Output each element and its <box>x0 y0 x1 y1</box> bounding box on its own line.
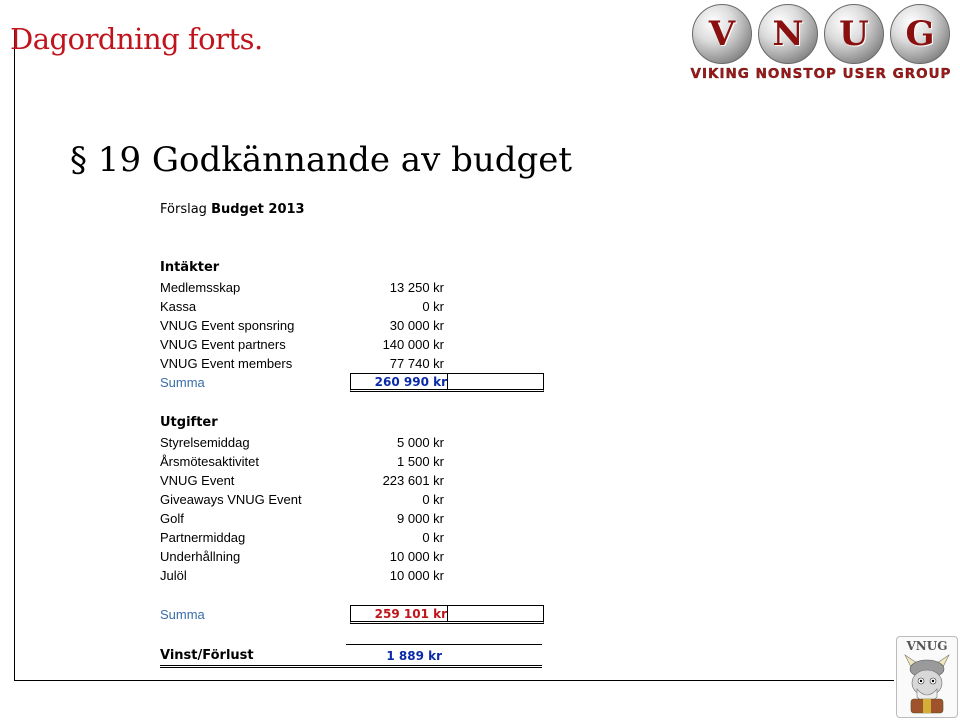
result-label: Vinst/Förlust <box>160 648 254 663</box>
result-row <box>160 644 544 668</box>
income-row <box>160 297 544 316</box>
expense-row <box>160 490 544 509</box>
income-row-value: 140 000 kr <box>382 337 444 352</box>
logo-letter-u: U <box>824 4 884 64</box>
expenses-sum-box <box>350 605 544 624</box>
expense-rows <box>160 433 544 585</box>
income-row-label: Medlemsskap <box>160 280 241 295</box>
income-sum-label: Summa <box>160 375 205 390</box>
expense-row-value: 9 000 kr <box>397 511 444 526</box>
expense-row-label: Golf <box>160 511 184 526</box>
income-row-label: VNUG Event partners <box>160 337 286 352</box>
income-row <box>160 354 544 373</box>
expense-row-value: 10 000 kr <box>389 568 444 583</box>
logo-letter-v: V <box>692 4 752 64</box>
income-row-label: VNUG Event members <box>160 356 293 371</box>
income-row-label: VNUG Event sponsring <box>160 318 295 333</box>
expense-row <box>160 471 544 490</box>
expense-row <box>160 547 544 566</box>
result-value: 1 889 kr <box>386 649 442 663</box>
mascot-label: VNUG <box>906 639 948 653</box>
logo-tagline: VIKING NONSTOP USER GROUP <box>690 66 952 82</box>
income-row <box>160 278 544 297</box>
expense-row-value: 223 601 kr <box>382 473 444 488</box>
expense-row-label: Julöl <box>160 568 187 583</box>
expense-row-label: Underhållning <box>160 549 241 564</box>
vnug-logo <box>688 4 954 84</box>
income-row-value: 77 740 kr <box>389 356 444 371</box>
result-top-rule <box>346 644 542 645</box>
income-heading: Intäkter <box>160 260 220 275</box>
viking-mascot-image <box>896 636 958 718</box>
budget-subtitle <box>160 202 305 217</box>
income-sum-value: 260 990 kr <box>351 374 448 389</box>
expense-row-value: 0 kr <box>422 492 444 507</box>
slide-frame-bottom-rule <box>14 680 894 681</box>
expenses-sum-row <box>160 605 544 625</box>
expense-row <box>160 433 544 452</box>
expenses-table <box>160 413 544 625</box>
result-double-rule <box>160 665 542 668</box>
expense-row-label: VNUG Event <box>160 473 235 488</box>
expense-row <box>160 528 544 547</box>
expense-row <box>160 566 544 585</box>
subtitle-bold: Budget 2013 <box>211 202 305 217</box>
expense-row-value: 1 500 kr <box>397 454 444 469</box>
expense-row-label: Giveaways VNUG Event <box>160 492 302 507</box>
expenses-sum-value: 259 101 kr <box>351 606 448 621</box>
expense-row-label: Styrelsemiddag <box>160 435 250 450</box>
income-row-label: Kassa <box>160 299 197 314</box>
income-row <box>160 335 544 354</box>
section-title: § 19 Godkännande av budget <box>70 140 573 180</box>
subtitle-prefix: Förslag <box>160 202 207 217</box>
expense-row-label: Årsmötesaktivitet <box>160 454 259 469</box>
expense-row-label: Partnermiddag <box>160 530 246 545</box>
income-rows <box>160 278 544 373</box>
logo-letters <box>688 4 954 64</box>
logo-letter-g: G <box>890 4 950 64</box>
income-table <box>160 258 544 393</box>
expenses-heading: Utgifter <box>160 415 218 430</box>
slide-frame-left-rule <box>14 30 15 680</box>
income-sum-row <box>160 373 544 393</box>
income-row-value: 30 000 kr <box>389 318 444 333</box>
income-row-value: 0 kr <box>422 299 444 314</box>
income-row-value: 13 250 kr <box>389 280 444 295</box>
slide-header-title: Dagordning forts. <box>10 22 263 56</box>
logo-letter-n: N <box>758 4 818 64</box>
income-sum-box <box>350 373 544 392</box>
expense-row-value: 0 kr <box>422 530 444 545</box>
expense-row-value: 10 000 kr <box>389 549 444 564</box>
expense-row <box>160 452 544 471</box>
viking-mascot-icon <box>897 653 957 715</box>
expenses-sum-label: Summa <box>160 607 205 622</box>
income-row <box>160 316 544 335</box>
expense-row-value: 5 000 kr <box>397 435 444 450</box>
expense-row <box>160 509 544 528</box>
